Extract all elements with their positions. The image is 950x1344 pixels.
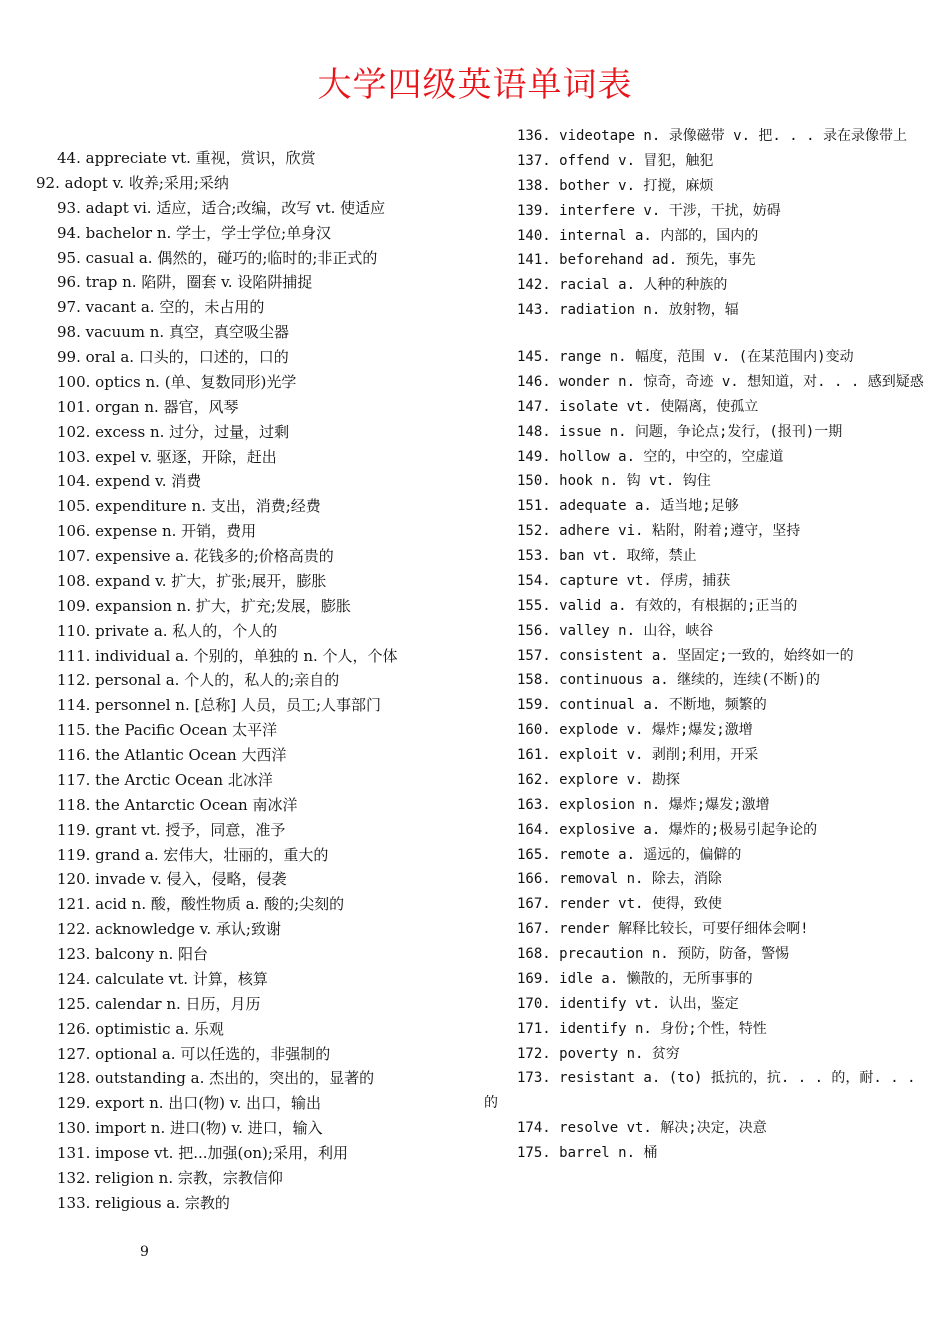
vocab-entry: 154. capture vt. 俘虏，捕获 [517, 572, 731, 589]
vocab-entry: 131. impose vt. 把...加强(on);采用，利用 [57, 1144, 348, 1162]
vocab-entry: 169. idle a. 懒散的，无所事事的 [517, 970, 753, 987]
vocab-entry: 152. adhere vi. 粘附，附着;遵守，坚持 [517, 523, 801, 540]
vocab-entry: 111. individual a. 个别的，单独的 n. 个人，个体 [57, 646, 398, 665]
vocab-entry: 173. resistant a. (to) 抵抗的，抗. . . 的，耐. . . 的 [484, 1070, 916, 1112]
vocab-entry: 123. balcony n. 阳台 [57, 945, 209, 963]
vocab-entry: 122. acknowledge v. 承认;致谢 [57, 920, 281, 939]
vocab-entry: 162. explore v. 勘探 [517, 771, 680, 788]
vocab-entry: 156. valley n. 山谷，峡谷 [517, 622, 714, 639]
vocab-entry: 96. trap n. 陷阱，圈套 v. 设陷阱捕捉 [57, 273, 313, 292]
vocab-entry: 161. exploit v. 剥削;利用，开采 [517, 747, 759, 763]
vocab-entry: 116. the Atlantic Ocean 大西洋 [57, 746, 287, 764]
vocab-entry: 129. export n. 出口(物) v. 出口，输出 [57, 1094, 322, 1113]
vocab-entry: 127. optional a. 可以任选的，非强制的 [57, 1044, 331, 1063]
vocab-entry: 121. acid n. 酸，酸性物质 a. 酸的;尖刻的 [57, 895, 345, 914]
vocab-entry: 98. vacuum n. 真空，真空吸尘器 [57, 323, 289, 342]
vocab-entry: 104. expend v. 消费 [57, 472, 202, 491]
vocab-entry: 168. precaution n. 预防，防备，警惕 [517, 946, 790, 962]
vocab-entry: 108. expand v. 扩大，扩张;展开，膨胀 [57, 571, 327, 590]
vocab-entry: 95. casual a. 偶然的，碰巧的;临时的;非正式的 [57, 248, 378, 267]
vocab-entry: 93. adapt vi. 适应，适合;改编，改写 vt. 使适应 [57, 198, 386, 217]
vocab-entry: 142. racial a. 人种的种族的 [517, 277, 728, 294]
vocab-entry: 140. internal a. 内部的，国内的 [517, 227, 759, 244]
vocab-entry: 153. ban vt. 取缔，禁止 [517, 548, 697, 564]
vocab-entry: 172. poverty n. 贫穷 [517, 1045, 680, 1062]
vocab-entry: 107. expensive a. 花钱多的;价格高贵的 [57, 547, 334, 565]
vocab-entry: 148. issue n. 问题，争论点;发行，(报刊)一期 [517, 423, 843, 440]
vocab-entry: 115. the Pacific Ocean 太平洋 [57, 721, 278, 740]
vocab-entry: 106. expense n. 开销，费用 [57, 522, 257, 541]
vocab-entry: 163. explosion n. 爆炸;爆发;激增 [517, 796, 770, 813]
vocab-entry: 118. the Antarctic Ocean 南冰洋 [57, 795, 298, 814]
vocab-entry: 119. grand a. 宏伟大，壮丽的，重大的 [57, 845, 329, 864]
vocab-entry: 155. valid a. 有效的，有根据的;正当的 [517, 597, 798, 614]
right-column [484, 124, 930, 1166]
vocab-entry: 137. offend v. 冒犯，触犯 [517, 152, 714, 169]
vocab-entry: 164. explosive a. 爆炸的;极易引起争论的 [517, 821, 818, 838]
vocab-entry: 103. expel v. 驱逐，开除，赶出 [57, 447, 277, 466]
vocab-entry: 166. removal n. 除去，消除 [517, 871, 722, 888]
vocab-entry: 175. barrel n. 桶 [517, 1145, 658, 1161]
vocab-entry: 138. bother v. 打搅，麻烦 [517, 177, 714, 194]
vocab-entry: 94. bachelor n. 学士，学士学位;单身汉 [57, 223, 332, 242]
vocab-entry: 126. optimistic a. 乐观 [57, 1019, 224, 1038]
blank-line [484, 323, 930, 345]
page-number: 9 [140, 1244, 149, 1260]
vocab-entry: 130. import n. 进口(物) v. 进口，输入 [57, 1119, 323, 1138]
vocab-entry: 99. oral a. 口头的，口述的，口的 [57, 348, 289, 366]
vocab-entry: 147. isolate vt. 使隔离，使孤立 [517, 398, 759, 415]
vocab-entry: 92. adopt v. 收养;采用;采纳 [36, 173, 229, 192]
vocab-entry: 117. the Arctic Ocean 北冰洋 [57, 770, 273, 789]
vocab-entry: 165. remote a. 遥远的，偏僻的 [517, 846, 742, 863]
vocab-entry: 139. interfere v. 干涉，干扰，妨碍 [517, 202, 781, 219]
vocab-entry: 167. render vt. 使得，致使 [517, 896, 722, 913]
vocab-entry: 44. appreciate vt. 重视，赏识，欣赏 [57, 149, 316, 167]
vocab-entry: 160. explode v. 爆炸;爆发;激增 [517, 722, 753, 739]
vocab-entry: 110. private a. 私人的，个人的 [57, 621, 278, 640]
vocab-entry: 112. personal a. 个人的，私人的;亲自的 [57, 671, 340, 690]
vocab-entry: 167. render 解释比较长，可要仔细体会啊! [517, 921, 809, 938]
vocab-entry: 124. calculate vt. 计算，核算 [57, 969, 268, 988]
vocab-entry: 133. religious a. 宗教的 [57, 1193, 230, 1212]
vocab-entry: 146. wonder n. 惊奇，奇迹 v. 想知道，对. . . 感到疑惑 [517, 373, 924, 390]
vocab-entry: 174. resolve vt. 解决;决定，决意 [517, 1120, 767, 1137]
vocab-entry: 159. continual a. 不断地，频繁的 [517, 697, 767, 714]
vocab-entry: 100. optics n. (单、复数同形)光学 [57, 372, 297, 391]
vocab-entry: 125. calendar n. 日历，月历 [57, 994, 261, 1013]
vocab-entry: 136. videotape n. 录像磁带 v. 把. . . 录在录像带上 [517, 128, 908, 144]
vocab-entry: 101. organ n. 器官，风琴 [57, 397, 239, 416]
vocab-entry: 109. expansion n. 扩大，扩充;发展，膨胀 [57, 596, 351, 615]
vocab-entry: 102. excess n. 过分，过量，过剩 [57, 422, 290, 441]
vocab-entry: 114. personnel n. [总称] 人员，员工;人事部门 [57, 696, 382, 715]
vocab-entry: 170. identify vt. 认出，鉴定 [517, 995, 739, 1012]
vocab-entry: 157. consistent a. 坚固定;一致的，始终如一的 [517, 647, 854, 664]
vocab-entry: 151. adequate a. 适当地;足够 [517, 498, 739, 515]
vocab-entry: 132. religion n. 宗教，宗教信仰 [57, 1168, 283, 1187]
vocab-entry: 143. radiation n. 放射物，辐 [517, 302, 739, 319]
left-column [36, 146, 476, 1216]
vocab-entry: 150. hook n. 钩 vt. 钩住 [517, 473, 711, 490]
vocab-entry: 120. invade v. 侵入，侵略，侵袭 [57, 870, 287, 889]
vocab-entry: 97. vacant a. 空的，未占用的 [57, 298, 265, 317]
vocab-entry: 171. identify n. 身份;个性，特性 [517, 1020, 767, 1037]
vocab-entry: 119. grant vt. 授予，同意，准予 [57, 820, 286, 839]
vocab-entry: 145. range n. 幅度，范围 v. (在某范围内)变动 [517, 349, 854, 365]
vocab-entry: 158. continuous a. 继续的，连续(不断)的 [517, 672, 821, 689]
vocab-entry: 141. beforehand ad. 预先，事先 [517, 252, 756, 269]
vocab-entry: 105. expenditure n. 支出，消费;经费 [57, 497, 321, 516]
vocab-entry: 149. hollow a. 空的，中空的，空虚道 [517, 448, 784, 465]
page-title: 大学四级英语单词表 [317, 65, 633, 105]
vocab-entry: 128. outstanding a. 杰出的，突出的，显著的 [57, 1069, 375, 1088]
